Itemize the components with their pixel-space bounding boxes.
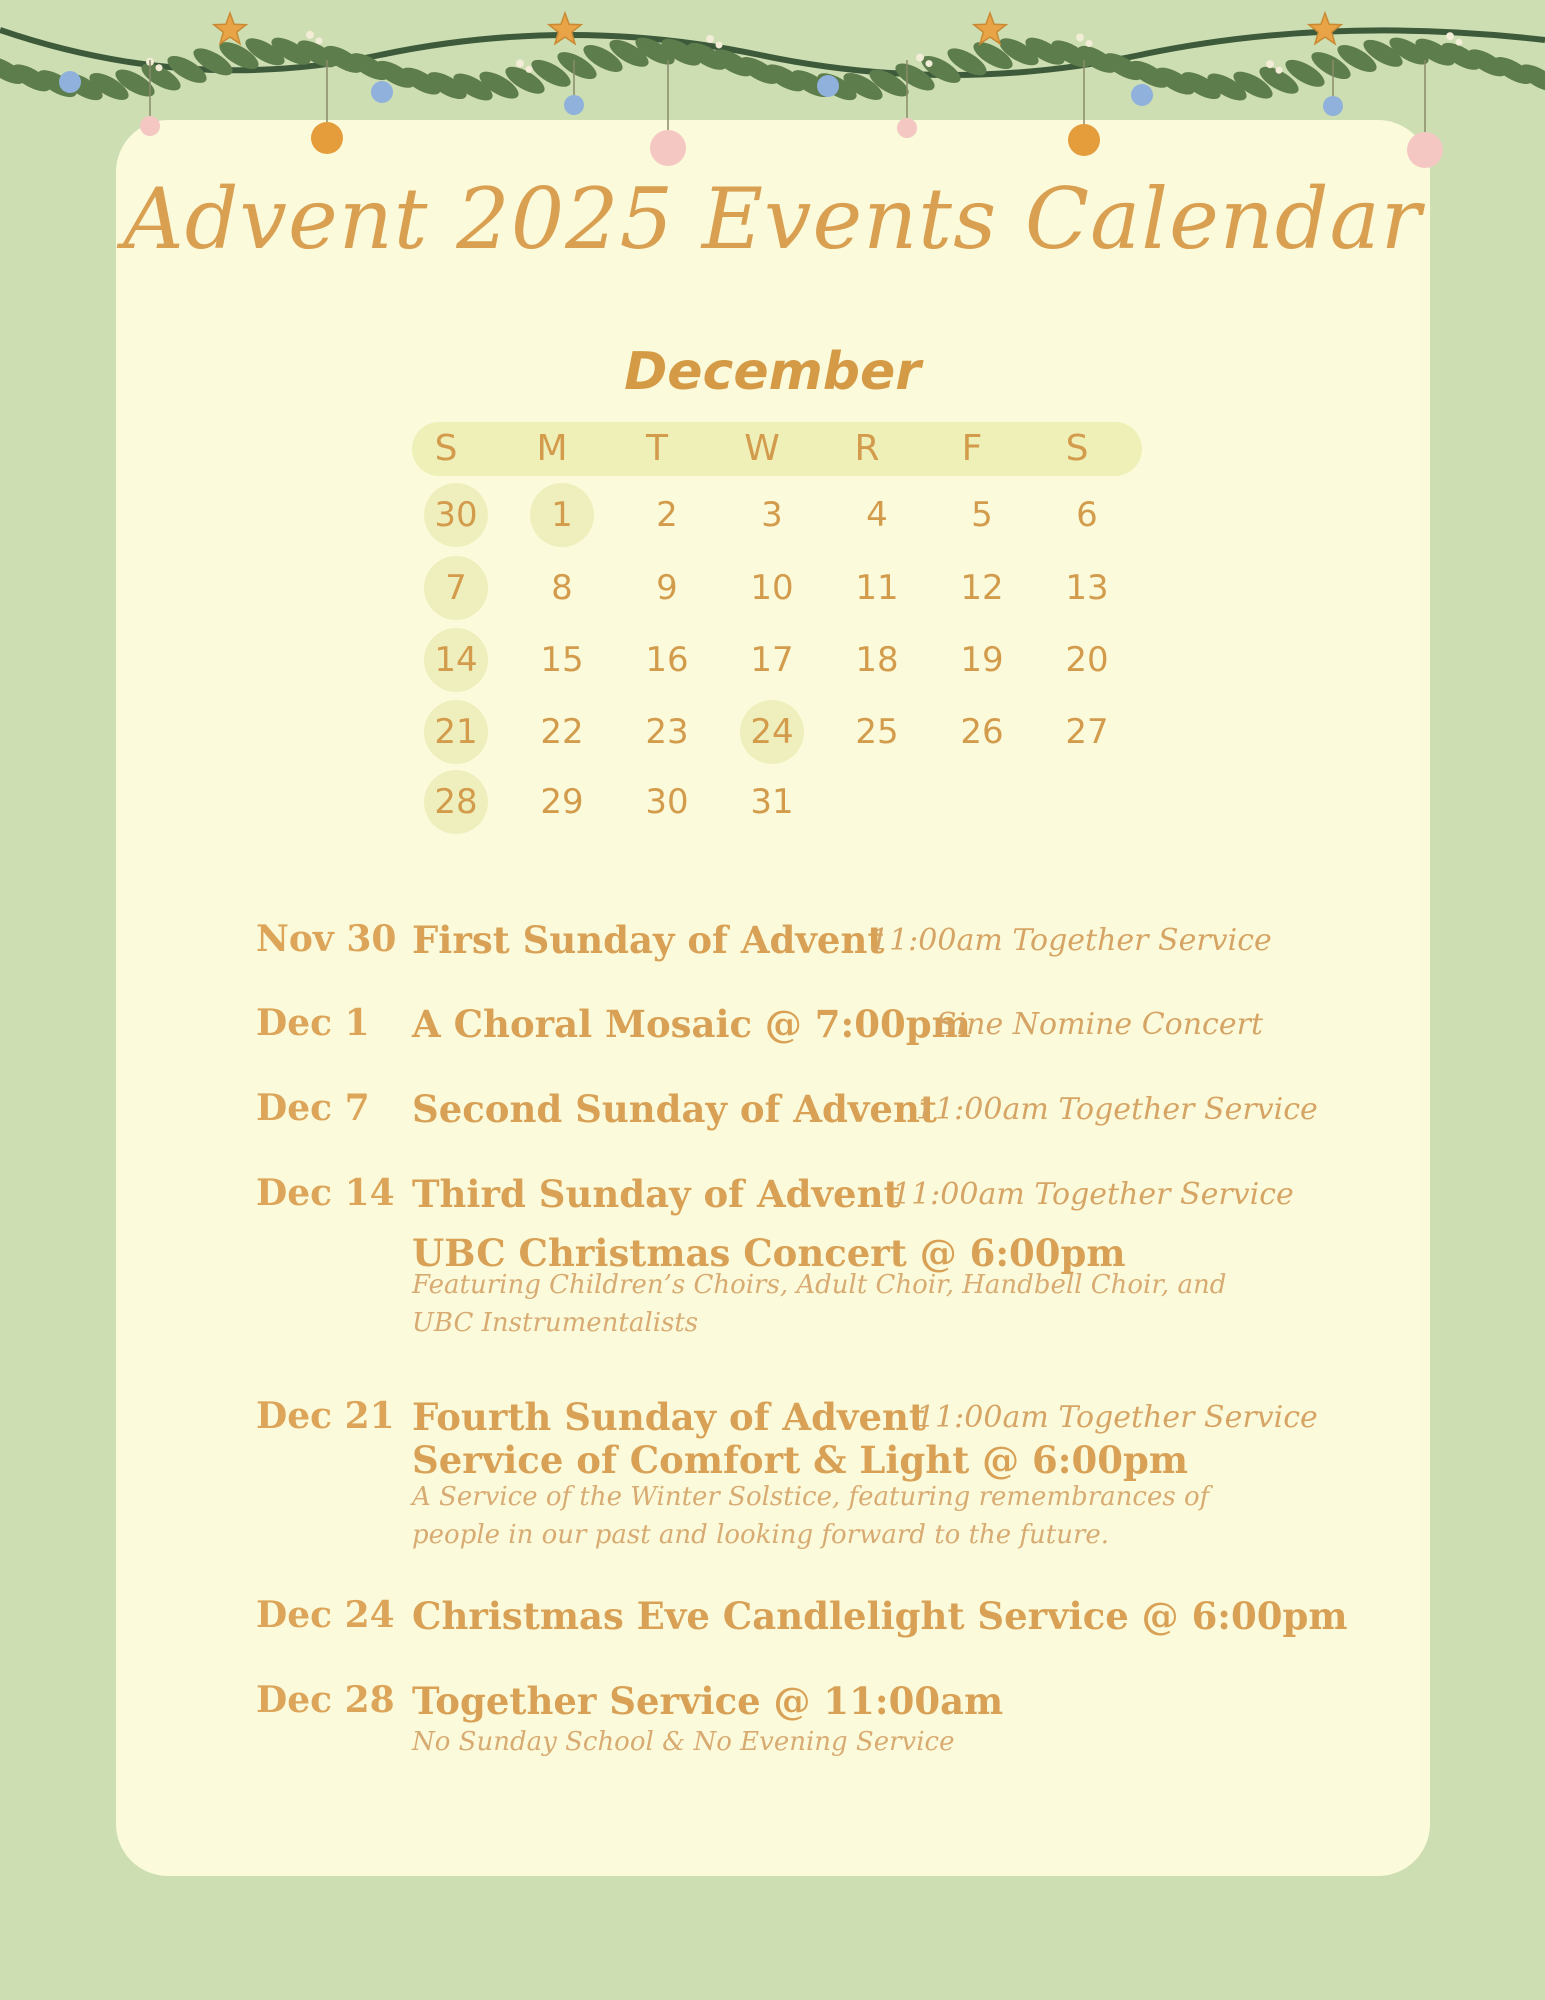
- event-title: Fourth Sunday of Advent: [412, 1395, 927, 1439]
- event-description: A Service of the Winter Solstice, featuring remembrances of people in our past and looking forward to the future.: [412, 1482, 1210, 1550]
- calendar-day: 17: [750, 640, 794, 680]
- event-description: Featuring Children’s Choirs, Adult Choir, Handbell Choir, and UBC Instrumentalists: [412, 1270, 1227, 1338]
- event-title: UBC Christmas Concert @ 6:00pm: [412, 1231, 1126, 1275]
- calendar-day: 10: [750, 568, 794, 608]
- event-date: Dec 28: [256, 1679, 395, 1721]
- event-date: Dec 7: [256, 1087, 370, 1129]
- event-description: No Sunday School & No Evening Service: [412, 1727, 955, 1757]
- calendar-day: 26: [960, 712, 1004, 752]
- calendar-day: 1: [530, 483, 594, 547]
- calendar-day: 30: [645, 782, 689, 822]
- event-date: Dec 21: [256, 1395, 395, 1437]
- event-title: Third Sunday of Advent: [412, 1172, 901, 1216]
- calendar-day: 31: [750, 782, 794, 822]
- event-date: Dec 1: [256, 1002, 370, 1044]
- calendar-day: 5: [971, 495, 993, 535]
- calendar-day: 16: [645, 640, 689, 680]
- calendar-day: 19: [960, 640, 1004, 680]
- calendar-day: 23: [645, 712, 689, 752]
- calendar-day: 29: [540, 782, 584, 822]
- weekday-label: M: [536, 428, 568, 469]
- event-time: 11:00am Together Service: [892, 1177, 1294, 1212]
- calendar-day: 12: [960, 568, 1004, 608]
- event-date: Dec 14: [256, 1172, 395, 1214]
- event-title: Second Sunday of Advent: [412, 1087, 937, 1131]
- calendar-day: 9: [656, 568, 678, 608]
- weekday-label: S: [1065, 428, 1089, 469]
- weekday-label: W: [744, 428, 780, 469]
- calendar-day: 13: [1065, 568, 1109, 608]
- page-title: Advent 2025 Events Calendar: [123, 170, 1422, 268]
- calendar-month: December: [624, 342, 921, 402]
- calendar-day: 20: [1065, 640, 1109, 680]
- calendar-day: 2: [656, 495, 678, 535]
- calendar-day: 22: [540, 712, 584, 752]
- calendar-day: 11: [855, 568, 899, 608]
- calendar-day: 27: [1065, 712, 1109, 752]
- calendar-day: 28: [424, 770, 488, 834]
- calendar-day: 6: [1076, 495, 1098, 535]
- calendar-day: 25: [855, 712, 899, 752]
- calendar-day: 14: [424, 628, 488, 692]
- event-title: Together Service @ 11:00am: [412, 1679, 1004, 1723]
- event-title: First Sunday of Advent: [412, 918, 885, 962]
- event-time: 11:00am Together Service: [870, 923, 1272, 958]
- weekday-label: R: [854, 428, 880, 469]
- calendar-day: 8: [551, 568, 573, 608]
- event-time: 11:00am Together Service: [916, 1092, 1318, 1127]
- event-date: Dec 24: [256, 1594, 395, 1636]
- event-title: Service of Comfort & Light @ 6:00pm: [412, 1438, 1188, 1482]
- event-date: Nov 30: [256, 918, 397, 960]
- weekday-label: T: [646, 428, 668, 469]
- event-title: A Choral Mosaic @ 7:00pm: [412, 1002, 971, 1046]
- calendar-day: 24: [740, 700, 804, 764]
- calendar-day: 3: [761, 495, 783, 535]
- calendar-day: 7: [424, 556, 488, 620]
- calendar-day: 15: [540, 640, 584, 680]
- event-time: 11:00am Together Service: [916, 1400, 1318, 1435]
- calendar-day: 21: [424, 700, 488, 764]
- weekday-label: F: [961, 428, 983, 469]
- weekday-label: S: [434, 428, 458, 469]
- event-time: Sine Nomine Concert: [936, 1007, 1264, 1042]
- calendar-day: 30: [424, 483, 488, 547]
- calendar-day: 4: [866, 495, 888, 535]
- event-title: Christmas Eve Candlelight Service @ 6:00pm: [412, 1594, 1348, 1638]
- calendar-day: 18: [855, 640, 899, 680]
